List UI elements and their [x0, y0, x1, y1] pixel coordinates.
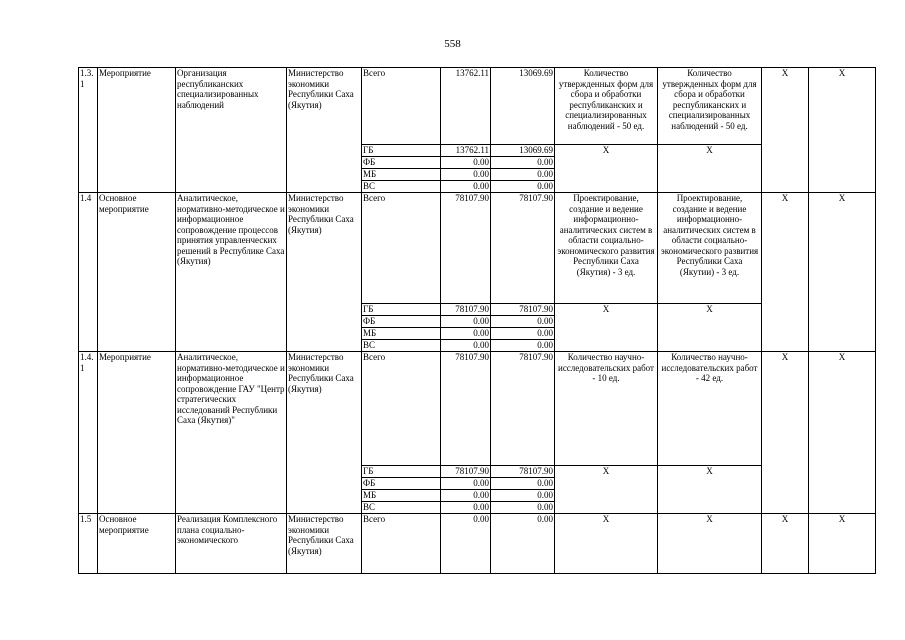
indicator-plan: Количество научно-исследовательских работ - 10 ед. [555, 352, 658, 466]
funding-source: ФБ [362, 157, 441, 169]
funding-source: ВС [362, 340, 441, 352]
value-fact: 13069.69 [491, 68, 555, 145]
value-plan: 0.00 [441, 514, 491, 574]
funding-source: Всего [362, 514, 441, 574]
value-fact: 0.00 [491, 169, 555, 181]
funding-source: ФБ [362, 478, 441, 490]
indicator-fact: Проектирование, создание и ведение информационно-аналитических систем в области социально-экономического развития Республики Саха (Якутии) - 3 ед. [658, 193, 762, 304]
funding-source: ВС [362, 502, 441, 514]
value-plan: 78107.90 [441, 304, 491, 316]
value-plan: 0.00 [441, 490, 491, 502]
indicator-plan: X [555, 466, 658, 514]
row-name: Аналитическое, нормативно-методическое и информационное сопровождение процессов принятия управленческих решений в Республике Саха (Якутия) [176, 193, 287, 352]
indicator-fact: X [658, 514, 762, 574]
table-row [79, 514, 876, 574]
value-plan: 0.00 [441, 316, 491, 328]
value-plan: 78107.90 [441, 352, 491, 466]
row-type: Основное мероприятие [98, 193, 176, 352]
indicator-fact: Количество утвержденных форм для сбора и обработки республиканских и специализированных наблюдений - 50 ед. [658, 68, 762, 145]
mark-x: X [809, 352, 876, 514]
row-name: Организация республиканских специализированных наблюдений [176, 68, 287, 193]
value-fact: 0.00 [491, 340, 555, 352]
indicator-fact: X [658, 145, 762, 193]
funding-source: ГБ [362, 466, 441, 478]
value-plan: 0.00 [441, 502, 491, 514]
funding-source: Всего [362, 68, 441, 145]
value-fact: 0.00 [491, 316, 555, 328]
value-plan: 78107.90 [441, 466, 491, 478]
funding-source: ВС [362, 181, 441, 193]
row-executor: Министерство экономики Республики Саха (Якутия) [287, 352, 362, 514]
funding-source: МБ [362, 169, 441, 181]
mark-x: X [809, 68, 876, 193]
mark-x: X [809, 193, 876, 352]
row-executor: Министерство экономики Республики Саха (Якутия) [287, 193, 362, 352]
value-plan: 0.00 [441, 328, 491, 340]
indicator-fact: X [658, 304, 762, 352]
value-fact: 0.00 [491, 478, 555, 490]
indicator-plan: X [555, 304, 658, 352]
row-executor: Министерство экономики Республики Саха (Якутия) [287, 514, 362, 574]
indicator-fact: Количество научно-исследовательских работ - 42 ед. [658, 352, 762, 466]
value-fact: 0.00 [491, 181, 555, 193]
value-fact: 78107.90 [491, 352, 555, 466]
value-fact: 78107.90 [491, 466, 555, 478]
row-type: Мероприятие [98, 352, 176, 514]
mark-x: X [762, 514, 809, 574]
program-table [78, 67, 876, 574]
mark-x: X [762, 68, 809, 193]
table-row [79, 68, 876, 145]
funding-source: Всего [362, 352, 441, 466]
row-executor: Министерство экономики Республики Саха (Якутия) [287, 68, 362, 193]
indicator-plan: X [555, 145, 658, 193]
value-plan: 0.00 [441, 340, 491, 352]
indicator-fact: X [658, 466, 762, 514]
funding-source: ФБ [362, 316, 441, 328]
indicator-plan: Проектирование, создание и ведение информационно-аналитических систем в области социально-экономического развития Республики Саха (Якутия) - 3 ед. [555, 193, 658, 304]
table-row [79, 352, 876, 466]
value-plan: 13762.11 [441, 68, 491, 145]
row-name: Аналитическое, нормативно-методическое и информационное сопровождение ГАУ "Центр стратегических исследований Республики Саха (Якутия)" [176, 352, 287, 514]
value-fact: 78107.90 [491, 304, 555, 316]
indicator-plan: X [555, 514, 658, 574]
funding-source: МБ [362, 490, 441, 502]
value-fact: 0.00 [491, 502, 555, 514]
value-plan: 0.00 [441, 157, 491, 169]
row-type: Основное мероприятие [98, 514, 176, 574]
value-fact: 0.00 [491, 328, 555, 340]
value-fact: 0.00 [491, 490, 555, 502]
value-fact: 0.00 [491, 514, 555, 574]
funding-source: МБ [362, 328, 441, 340]
value-plan: 0.00 [441, 169, 491, 181]
funding-source: ГБ [362, 145, 441, 157]
value-plan: 0.00 [441, 181, 491, 193]
value-fact: 13069.69 [491, 145, 555, 157]
mark-x: X [809, 514, 876, 574]
table-row [79, 193, 876, 304]
row-code: 1.4. 1 [79, 352, 98, 514]
row-name: Реализация Комплексного плана социально-экономического [176, 514, 287, 574]
row-code: 1.3. 1 [79, 68, 98, 193]
row-code: 1.4 [79, 193, 98, 352]
mark-x: X [762, 193, 809, 352]
value-plan: 13762.11 [441, 145, 491, 157]
value-plan: 78107.90 [441, 193, 491, 304]
mark-x: X [762, 352, 809, 514]
value-fact: 78107.90 [491, 193, 555, 304]
page-number: 558 [444, 38, 461, 50]
value-plan: 0.00 [441, 478, 491, 490]
row-code: 1.5 [79, 514, 98, 574]
funding-source: ГБ [362, 304, 441, 316]
value-fact: 0.00 [491, 157, 555, 169]
funding-source: Всего [362, 193, 441, 304]
row-type: Мероприятие [98, 68, 176, 193]
indicator-plan: Количество утвержденных форм для сбора и обработки республиканских и специализированных наблюдений - 50 ед. [555, 68, 658, 145]
